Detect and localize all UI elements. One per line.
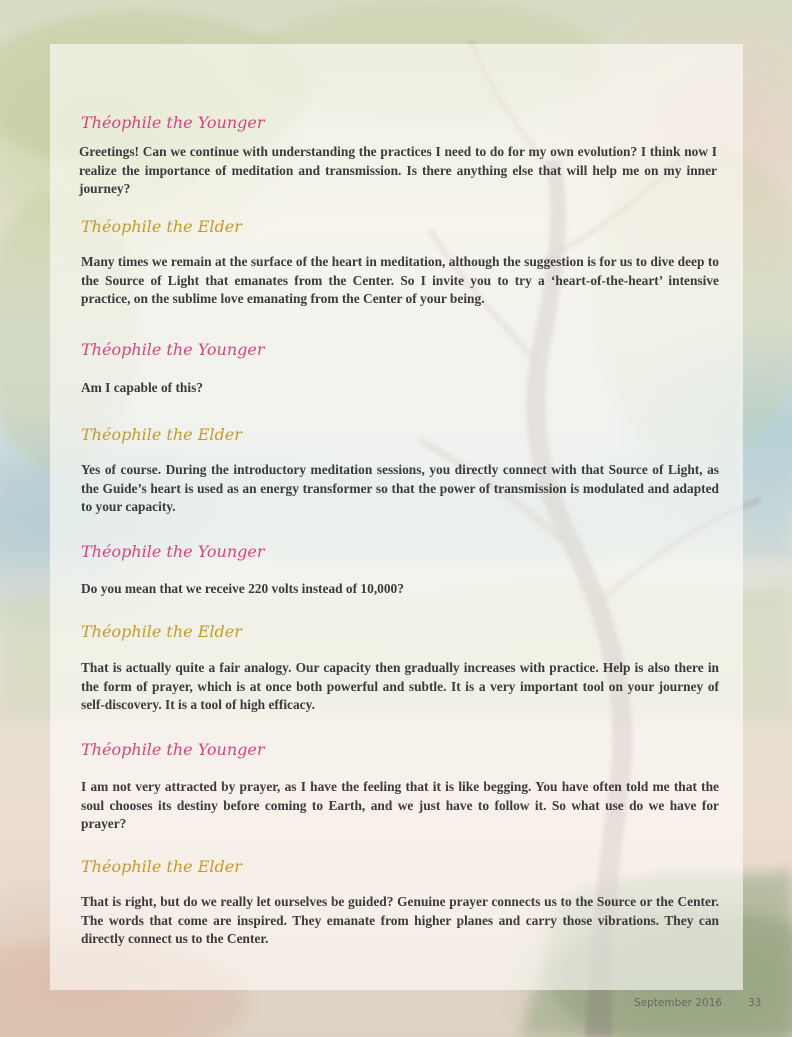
speaker-heading: Théophile the Elder [81, 217, 242, 236]
speaker-heading: Théophile the Younger [81, 113, 265, 132]
dialogue-paragraph: That is right, but do we really let ourselves be guided? Genuine prayer connects us to the Source or the Center. The words that come are inspired. They emanate from higher planes and carry those vibrations. They can directly connect us to the Center. [81, 894, 719, 946]
speaker-heading: Théophile the Elder [81, 425, 242, 444]
dialogue-paragraph: Do you mean that we receive 220 volts instead of 10,000? [81, 581, 404, 596]
speaker-heading: Théophile the Younger [81, 340, 265, 359]
speaker-heading: Théophile the Younger [81, 542, 265, 561]
dialogue-paragraph: Yes of course. During the introductory meditation sessions, you directly connect with that Source of Light, as the Guide’s heart is used as an energy transformer so that the power of transmission is modulated and adapted to your capacity. [81, 462, 719, 514]
speaker-heading: Théophile the Elder [81, 857, 242, 876]
speaker-heading: Théophile the Elder [81, 622, 242, 641]
speaker-heading: Théophile the Younger [81, 740, 265, 759]
dialogue-paragraph: Greetings! Can we continue with understanding the practices I need to do for my own evolution? I think now I realize the importance of meditation and transmission. Is there anything else that will help me on my inner journey? [79, 144, 717, 196]
dialogue-paragraph: I am not very attracted by prayer, as I have the feeling that it is like begging. You have often told me that the soul chooses its destiny before coming to Earth, and we just have to follow it. So what use do we have for prayer? [81, 779, 719, 831]
footer-date: September 2016 [634, 997, 723, 1009]
page-number: 33 [748, 997, 762, 1009]
dialogue-paragraph: Am I capable of this? [81, 380, 204, 395]
dialogue-paragraph: That is actually quite a fair analogy. Our capacity then gradually increases with practice. Help is also there in the form of prayer, which is at once both powerful and subtle. It is a very important tool on your journey of self-discovery. It is a tool of high efficacy. [81, 660, 719, 712]
dialogue-paragraph: Many times we remain at the surface of the heart in meditation, although the suggestion is for us to dive deep to the Source of Light that emanates from the Center. So I invite you to try a ‘heart-of-the-heart’ intensive practice, on the sublime love emanating from the Center of your being. [81, 254, 719, 306]
